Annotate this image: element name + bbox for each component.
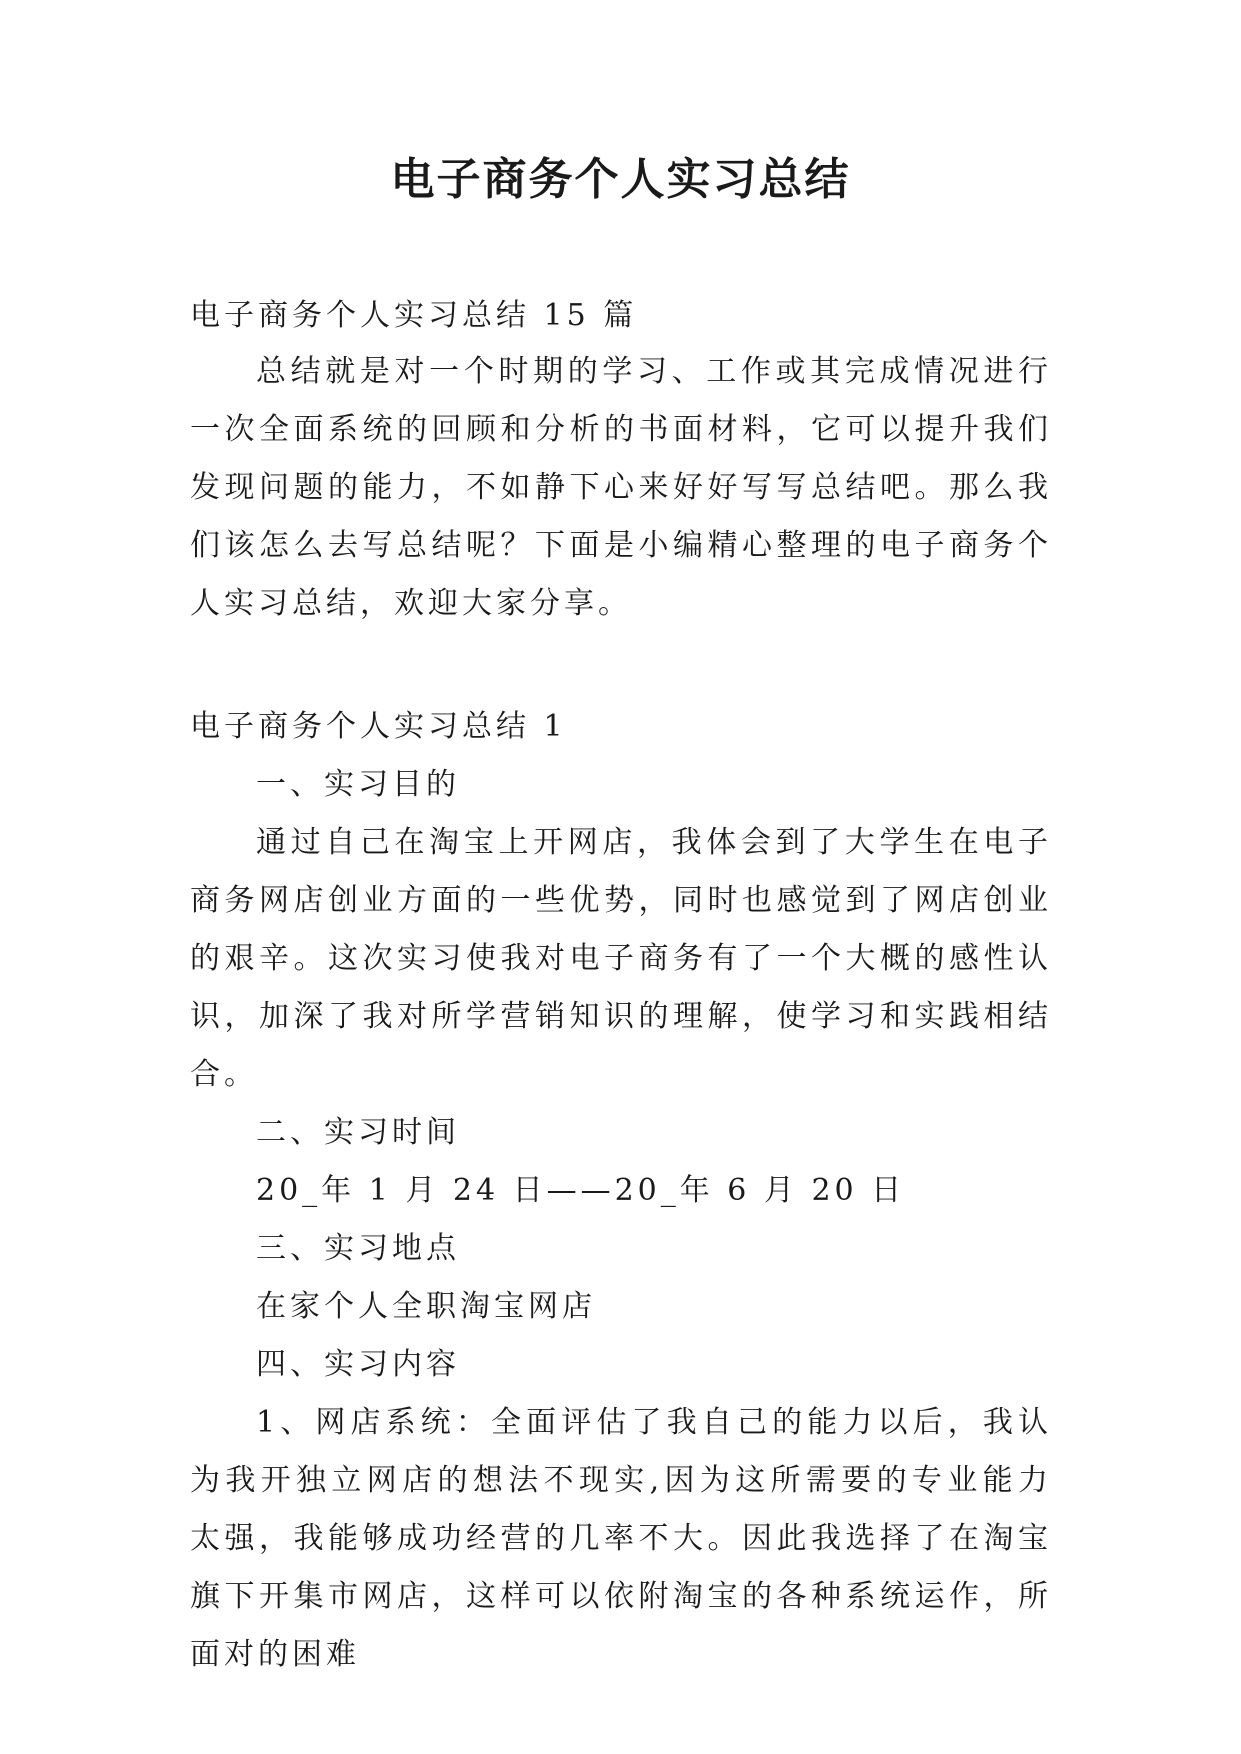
heading-purpose: 一、实习目的 [256,767,460,802]
paragraph-purpose: 通过自己在淘宝上开网店，我体会到了大学生在电子商务网店创业方面的一些优势，同时也感觉到了网店创业的艰辛。这次实习使我对电子商务有了一个大概的感性认识，加深了我对所学营销知识的理解，使学习和实践相结合。 [190,825,1052,1092]
section-block [190,698,1052,1684]
heading-place: 三、实习地点 [256,1231,460,1266]
internship-time: 20_年 1 月 24 日——20_年 6 月 20 日 [256,1173,906,1208]
intro-paragraph: 总结就是对一个时期的学习、工作或其完成情况进行一次全面系统的回顾和分析的书面材料，它可以提升我们发现问题的能力，不如静下心来好好写写总结吧。那么我们该怎么去写总结呢？下面是小编精心整理的电子商务个人实习总结，欢迎大家分享。 [190,354,1052,621]
heading-time: 二、实习时间 [256,1115,460,1150]
internship-place: 在家个人全职淘宝网店 [256,1289,596,1324]
section-title: 电子商务个人实习总结 1 [190,709,567,744]
paragraph-content: 1、网店系统：全面评估了我自己的能力以后，我认为我开独立网店的想法不现实,因为这所需要的专业能力太强，我能够成功经营的几率不大。因此我选择了在淘宝旗下开集市网店，这样可以依附淘宝的各种系统运作，所面对的困难 [190,1405,1052,1672]
heading-content: 四、实习内容 [256,1347,460,1382]
document-title: 电子商务个人实习总结 [390,154,851,205]
document-subtitle: 电子商务个人实习总结 15 篇 [190,298,638,333]
